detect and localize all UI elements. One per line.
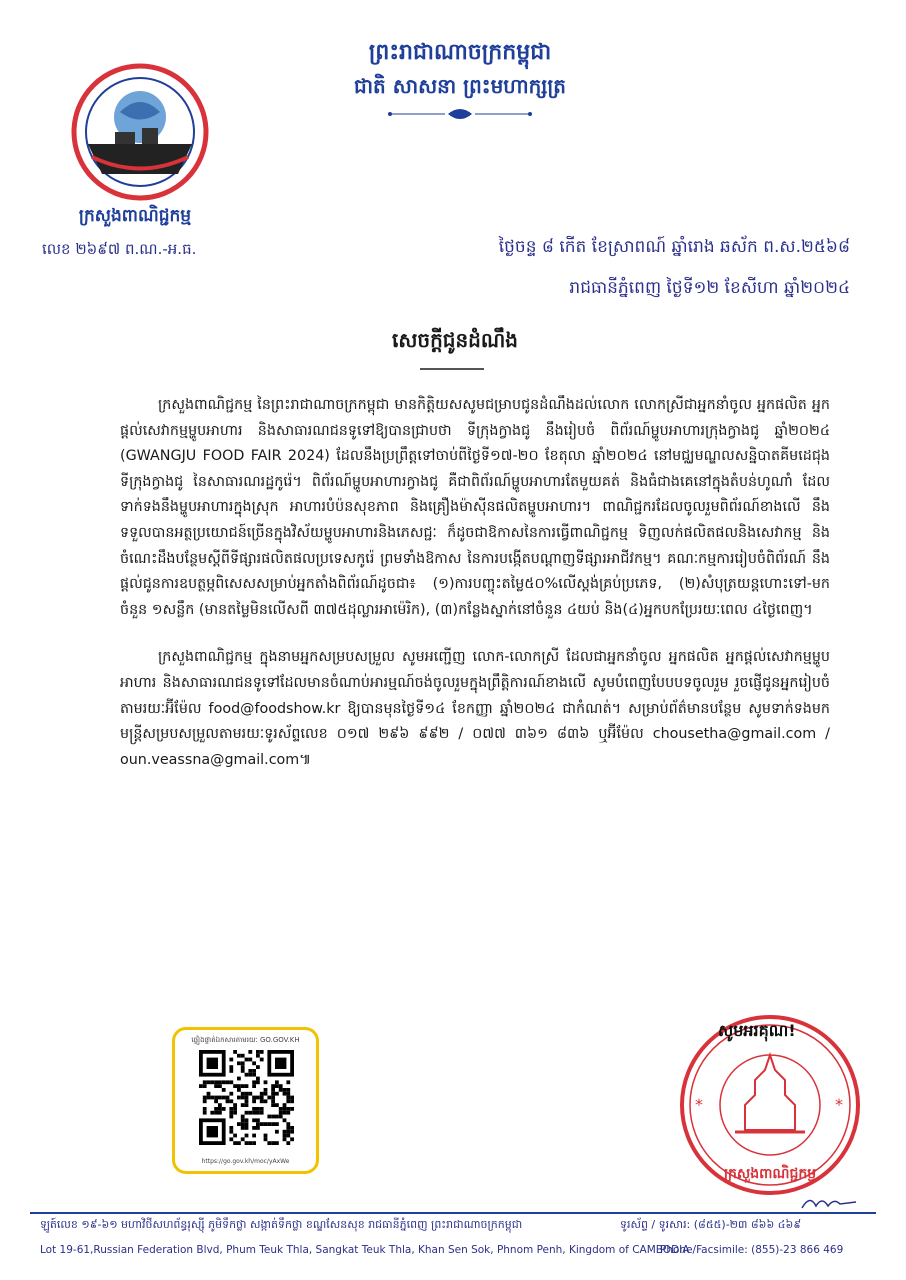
ornament-divider [380,106,540,122]
closing-thanks: សូមអរគុណ! [718,1021,796,1040]
ministry-name: ក្រសួងពាណិជ្ជកម្ម [78,206,192,226]
reference-number: លេខ ២៦៩៧ ព.ណ.-អ.ធ. [42,240,197,258]
ministry-logo [70,62,210,202]
document-title: សេចក្តីជូនដំណឹង [392,328,518,352]
signature-icon [800,1190,860,1214]
body-paragraph-2: ក្រសួងពាណិជ្ជកម្ម ក្នុងនាមអ្នកសម្របសម្រួល សូមអញ្ជើញ លោក-លោកស្រី ដែលជាអ្នកនាំចូល អ្នកផលិត អ្នកផ្តល់សេវាកម្មម្ហូបអាហារ និងសាធារណជនទូទៅដែលមានចំណាប់អារម្មណ៍ចង់ចូលរួមក្នុងព្រឹត្តិការណ៍ខាងលើ សូមបំពេញបែបបទចូលរួម រួចផ្ញើជូនអ្នករៀបចំ តាមរយៈអ៊ីម៉ែល food@foodshow.kr ឱ្យបានមុនថ្ងៃទី១៤ ខែកញ្ញា ឆ្នាំ២០២៤ ជាកំណត់។ សម្រាប់ព័ត៌មានបន្ថែម សូមទាក់ទងមកមន្ត្រីសម្របសម្រួលតាមរយៈទូរស័ព្ទលេខ ០១៧ ២៩៦ ៩៩២ / ០៧៧ ៣៦១ ៨៣៦ ឬអ៊ីម៉ែល chousetha@gmail.com / oun.veassna@gmail.com៕ [120,649,830,768]
national-motto: ជាតិ សាសនា ព្រះមហាក្សត្រ [354,74,566,98]
qr-url[interactable]: https://go.gov.kh/moc/yAxWe [201,1158,290,1165]
kingdom-title: ព្រះរាជាណាចក្រកម្ពុជា [368,40,552,65]
footer-address-khmer: ឡូត៍លេខ ១៩-៦១ មហាវិថីសហព័ន្ធរុស្ស៊ី ភូមិទឹកថ្លា សង្កាត់ទឹកថ្លា ខណ្ឌសែនសុខ រាជធានីភ្នំពេញ ព្រះរាជាណាចក្រកម្ពុជា [40,1218,523,1231]
footer-address-english: Lot 19-61,Russian Federation Blvd, Phum Teuk Thla, Sangkat Teuk Thla, Khan Sen Sok, Phnom Penh, Kingdom of CAMBODIA [40,1244,690,1256]
title-divider [420,368,484,370]
qr-verification-card[interactable] [172,1027,319,1174]
qr-code-icon[interactable] [199,1050,294,1145]
body-paragraph-1: ក្រសួងពាណិជ្ជកម្ម នៃព្រះរាជាណាចក្រកម្ពុជា មានកិត្តិយសសូមជម្រាបជូនដំណឹងដល់លោក លោកស្រីជាអ្នកនាំចូល អ្នកផលិត អ្នកផ្តល់សេវាកម្មម្ហូបអាហារ និងសាធារណជនទូទៅឱ្យបានជ្រាបថា ទីក្រុងក្វាងជូ នឹងរៀបចំ ពិព័រណ៍ម្ហូបអាហារក្រុងក្វាងជូ ឆ្នាំ២០២៤ (GWANGJU FOOD FAIR 2024) ដែលនឹងប្រព្រឹត្តទៅចាប់ពីថ្ងៃទី១៧-២០ ខែតុលា ឆ្នាំ២០២៤ នៅមជ្ឈមណ្ឌលសន្និបាតគីមដេជុង ទីក្រុងក្វាងជូ នៃសាធារណរដ្ឋកូរ៉េ។ ពិព័រណ៍ម្ហូបអាហារក្វាងជូ គឺជាពិព័រណ៍ម្ហូបអាហារតែមួយគត់ និងធំជាងគេនៅក្នុងតំបន់ហូណាំ ដែលទាក់ទងនឹងម្ហូបអាហារក្នុងស្រុក អាហារបំប៉នសុខភាព និងគ្រឿងម៉ាស៊ីនផលិតម្ហូបអាហារ។ ពាណិជ្ជករដែលចូលរួមពិព័រណ៍ខាងលើ នឹងទទួលបានអត្ថប្រយោជន៍ច្រើនក្នុងវិស័យម្ហូបអាហារនិងភេសជ្ជៈ ក៏ដូចជាឱកាសនៃការធ្វើពាណិជ្ជកម្ម ទិញលក់ផលិតផលនិងសេវាកម្ម និងចំណេះដឹងបន្ថែមស្តីពីទីផ្សារផលិតផលប្រទេសកូរ៉េ ព្រមទាំងឱកាស នៃការបង្កើតបណ្តាញទីផ្សារអាជីវកម្ម។ គណៈកម្មការរៀបចំពិព័រណ៍ នឹងផ្តល់ជូនការឧបត្ថម្ភពិសេសសម្រាប់អ្នកតាំងពិព័រណ៍ដូចជា៖ (១)ការបញ្ចុះតម្លៃ៥០%លើស្តង់គ្រប់ប្រភេទ, (២)សំបុត្រយន្តហោះទៅ-មកចំនួន ១សន្លឹក (មានតម្លៃមិនលើសពី ៣៧៥ដុល្លារអាម៉េរិក), (៣)កន្លែងស្នាក់នៅចំនួន ៤យប់ និង(៤)អ្នកបកប្រែរយៈពេល ៤ថ្ងៃពេញ។ [120,397,830,618]
svg-text:*: * [835,1095,843,1114]
footer-divider [30,1212,876,1214]
footer-phone-english: Phone/Facsimile: (855)-23 866 469 [660,1244,844,1256]
seal-text: ក្រសួងពាណិជ្ជកម្ម [723,1166,817,1182]
svg-text:*: * [695,1095,703,1114]
footer-phone-khmer: ទូរស័ព្ទ / ទូរសារ: (៨៥៥)-២៣ ៨៦៦ ៤៦៩ [620,1218,802,1231]
solar-date: រាជធានីភ្នំពេញ ថ្ងៃទី១២ ខែសីហា ឆ្នាំ២០២៤ [569,278,850,298]
document-body [120,393,830,773]
lunar-date: ថ្ងៃចន្ទ ៨ កើត ខែស្រាពណ៍ ឆ្នាំរោង ឆស័ក ព.ស.២៥៦៨ [498,237,850,257]
qr-caption: ផ្ទៀងផ្ទាត់ឯកសារតាមរយៈ GO.GOV.KH [191,1036,300,1044]
